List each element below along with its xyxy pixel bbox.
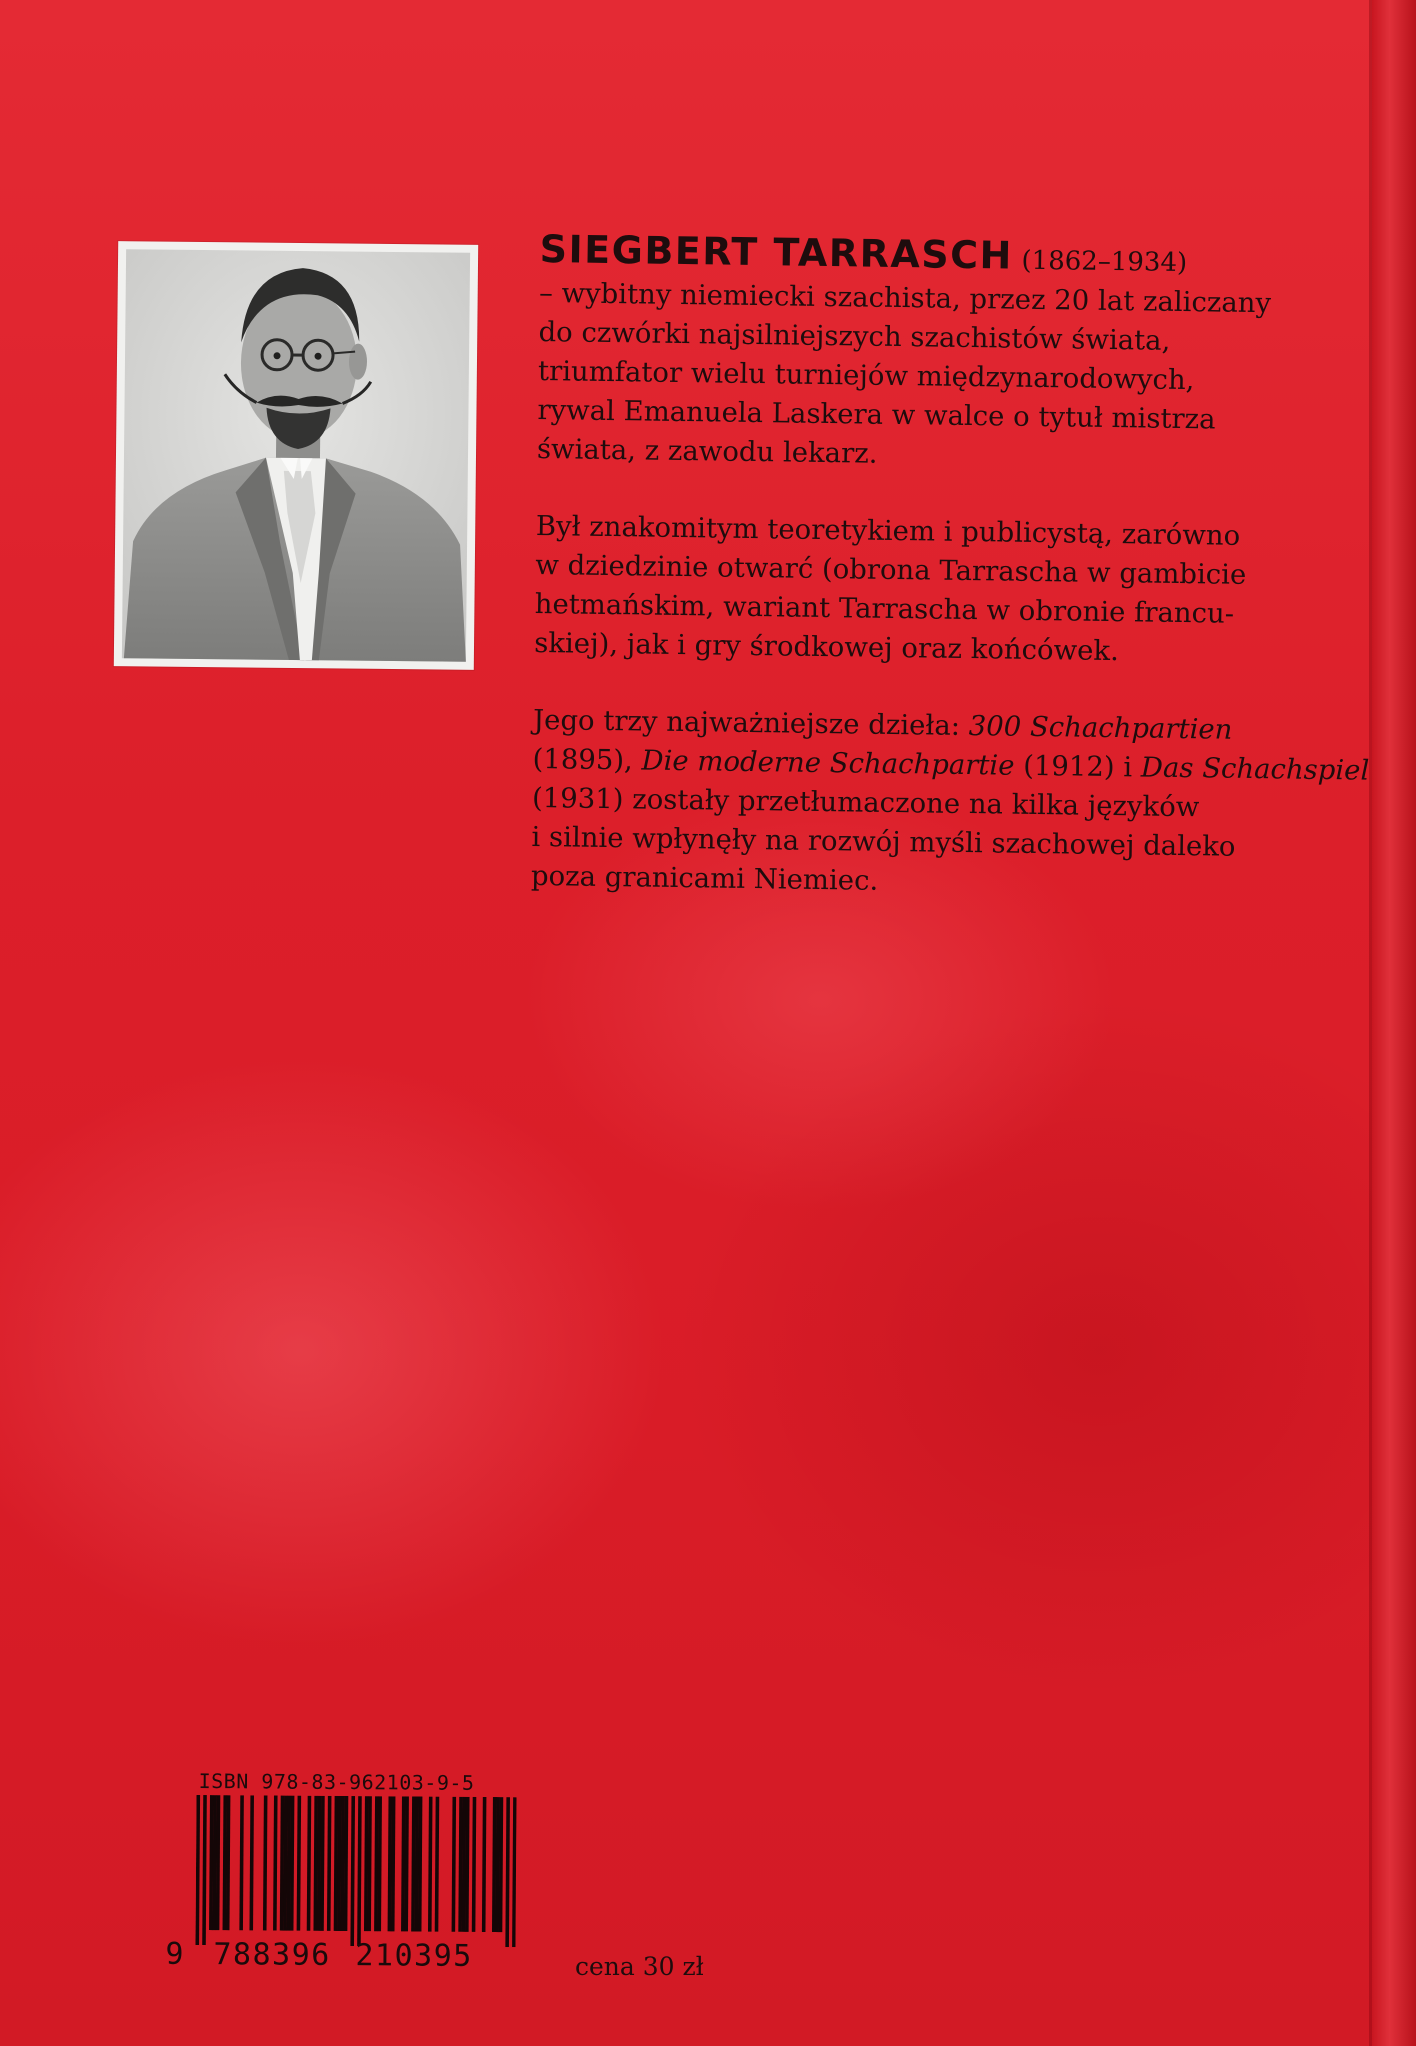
barcode-guard-bar — [202, 1795, 207, 1945]
author-years: (1862–1934) — [1021, 245, 1188, 279]
price-label: cena 30 zł — [575, 1952, 704, 1981]
bio-text: (1895), — [532, 742, 642, 777]
barcode-bars — [195, 1795, 516, 1947]
book-title: Das Schachspiel — [1140, 751, 1370, 787]
bio-paragraph — [530, 701, 1370, 907]
spine-edge — [1372, 0, 1416, 2046]
bio-text: rywal Emanuela Laskera w walce o tytuł mistrza — [537, 393, 1216, 436]
bio-text: w dziedzinie otwarć (obrona Tarrascha w gambicie — [535, 548, 1247, 591]
barcode-guard-bar — [195, 1795, 200, 1945]
bio-text: świata, z zawodu lekarz. — [536, 432, 878, 470]
barcode-bar — [435, 1797, 440, 1932]
author-portrait — [114, 241, 478, 670]
bio-text: i silnie wpłynęły na rozwój myśli szachowej daleko — [531, 820, 1236, 863]
barcode-bar — [273, 1795, 278, 1930]
bio-text: hetmańskim, wariant Tarrascha w obronie francu- — [534, 587, 1235, 630]
barcode-guard-bar — [512, 1797, 516, 1947]
bio-paragraphs — [530, 274, 1370, 907]
barcode-bar — [263, 1795, 268, 1930]
barcode-bar — [239, 1795, 244, 1930]
barcode-bar — [472, 1797, 477, 1932]
barcode-bar — [249, 1795, 254, 1930]
author-name: SIEGBERT TARRASCH — [539, 227, 1014, 278]
book-title: Die moderne Schachpartie — [641, 744, 1015, 782]
bio-text: skiej), jak i gry środkowej oraz końcówek. — [534, 626, 1120, 668]
barcode-bar — [307, 1796, 312, 1931]
barcode-guard-bar — [357, 1796, 362, 1946]
bio-text: Był znakomitym teoretykiem i publicystą, zarówno — [535, 509, 1241, 552]
bio-text: (1912) i — [1014, 749, 1142, 784]
barcode-bar — [327, 1796, 332, 1931]
barcode-bar — [428, 1797, 433, 1932]
barcode-guard-bar — [505, 1797, 510, 1947]
barcode-bar — [482, 1797, 487, 1932]
barcode-bar — [452, 1797, 457, 1932]
author-biography — [530, 227, 1370, 945]
book-title: 300 Schachpartien — [968, 710, 1233, 746]
bio-text: (1931) zostały przetłumaczone na kilka języków — [531, 781, 1200, 824]
bio-text: poza granicami Niemiec. — [530, 859, 879, 897]
barcode-guard-bar — [350, 1796, 355, 1946]
bio-text: – wybitny niemiecki szachista, przez 20 lat zaliczany — [538, 276, 1272, 320]
bio-paragraph — [537, 274, 1300, 480]
bio-paragraph — [534, 507, 1296, 674]
isbn-label: ISBN 978-83-962103-9-5 — [198, 1768, 475, 1795]
bio-text: Jego trzy najważniejsze dzieła: — [532, 703, 969, 743]
bio-text: do czwórki najsilniejszych szachistów świata, — [538, 315, 1171, 357]
bio-text: triumfator wielu turniejów międzynarodowych, — [537, 354, 1195, 397]
ean-left-group: 788396 — [213, 1937, 331, 1973]
ean-first-digit: 9 — [165, 1936, 184, 1972]
ean-right-group: 210395 — [355, 1938, 473, 1974]
isbn-barcode — [165, 1769, 526, 1972]
barcode-bar — [297, 1796, 302, 1931]
